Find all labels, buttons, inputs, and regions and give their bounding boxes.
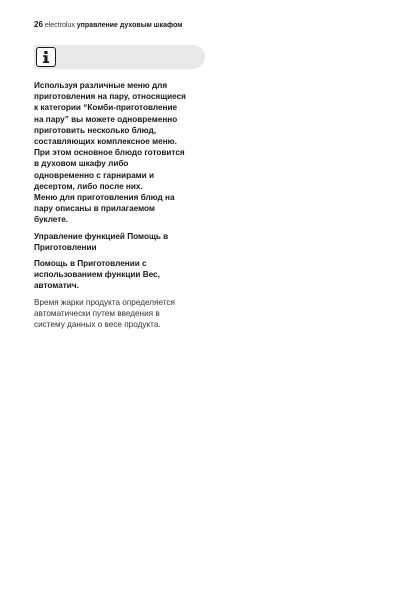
page-header [34, 20, 182, 30]
info-banner [34, 45, 205, 69]
section-title: управление духовым шкафом [76, 22, 183, 29]
intro-paragraph: Используя различные меню для приготовления на пару, относящиеся к категории “Комби-приготовление на пару” вы можете одновременно приготовить несколько блюд, составляющих комплексное меню. При этом основное блюдо готовится в духовом шкафу либо одновременно с гарнирами и десертом, либо после них. Меню для приготовления блюд на пару описаны в прилагаемом буклете. [34, 81, 186, 225]
info-icon [36, 47, 56, 67]
weight-auto-description: Время жарки продукта определяется автоматически путем введения в систему данных о весе продукта. [34, 297, 175, 330]
subheading-weight-auto: Помощь в Приготовлении с использованием функции Вес, автоматич. [34, 259, 160, 291]
main-text [34, 80, 212, 335]
brand-name: electrolux [44, 22, 75, 29]
subheading-cooking-assist: Управление функцией Помощь в Приготовлении [34, 231, 169, 252]
page-number: 26 [34, 20, 43, 29]
